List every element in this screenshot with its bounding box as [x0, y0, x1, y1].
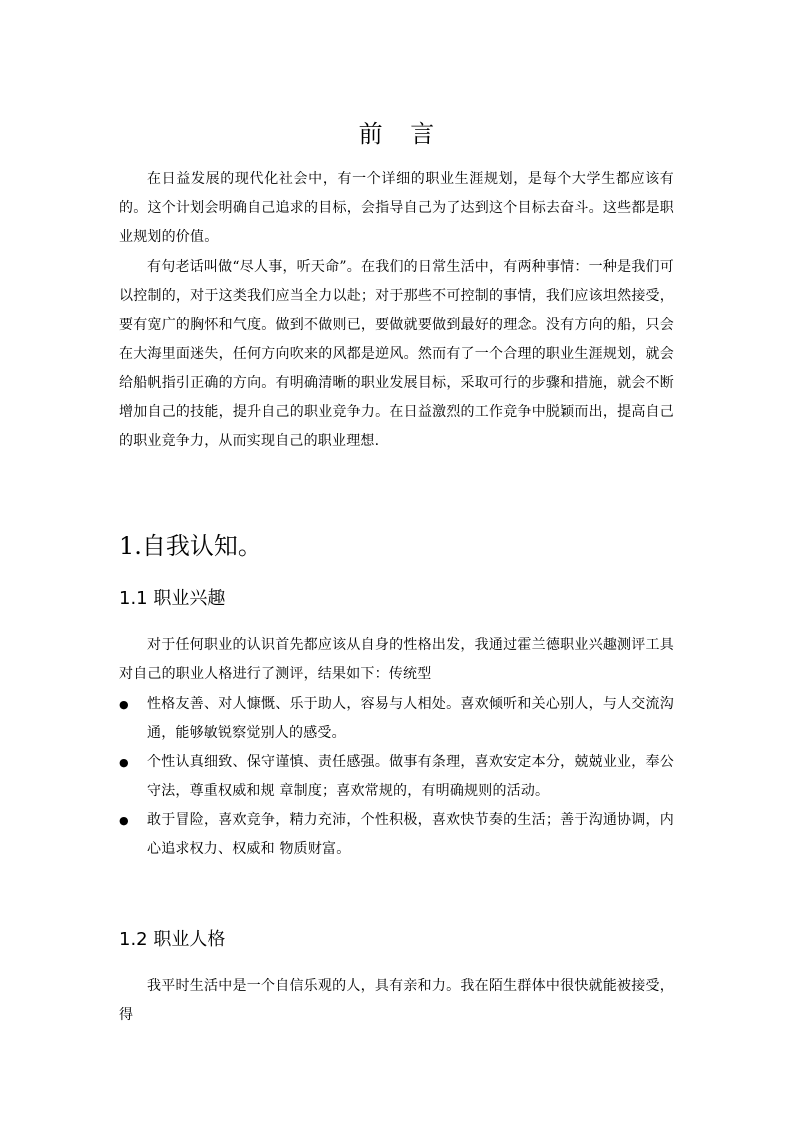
career-personality-intro: 我平时生活中是一个自信乐观的人，具有亲和力。我在陌生群体中很快就能被接受，得: [119, 978, 674, 1023]
preface-paragraph-1: 在日益发展的现代化社会中，有一个详细的职业生涯规划，是每个大学生都应该有的。这个计划会明确自己追求的目标，会指导自己为了达到这个目标去奋斗。这些都是职业规划的价值。: [119, 171, 674, 245]
career-interest-intro: 对于任何职业的认识首先都应该从自身的性格出发，我通过霍兰德职业兴趣测评工具对自己的职业人格进行了测评，结果如下：传统型: [119, 637, 674, 682]
bullet-text: 个性认真细致、保守谨慎、责任感强。做事有条理，喜欢安定本分，兢兢业业，奉公守法，尊重权威和规 章制度；喜欢常规的，有明确规则的活动。: [147, 754, 674, 799]
list-item: [119, 748, 674, 806]
preface-title: 前 言: [358, 120, 445, 148]
list-item: [119, 806, 674, 864]
subsection-heading-career-interest: 1.1 职业兴趣: [119, 588, 226, 609]
subsection-heading-career-personality: 1.2 职业人格: [119, 929, 226, 950]
bullet-text: 性格友善、对人慷慨、乐于助人，容易与人相处。喜欢倾听和关心别人，与人交流沟通，能够敏锐察觉别人的感受。: [147, 696, 674, 741]
bullet-text: 敢于冒险，喜欢竞争，精力充沛，个性积极，喜欢快节奏的生活；善于沟通协调，内心追求权力、权威和 物质财富。: [147, 812, 674, 857]
bullet-icon: ●: [119, 698, 129, 711]
section-heading-self-awareness: 1.自我认知。: [119, 532, 262, 560]
bullet-icon: ●: [119, 756, 129, 769]
trait-bullet-list: [119, 690, 674, 864]
bullet-icon: ●: [119, 814, 129, 827]
preface-paragraph-2: 有句老话叫做“尽人事，听天命”。在我们的日常生活中，有两种事情：一种是我们可以控制的，对于这类我们应当全力以赴；对于那些不可控制的事情，我们应该坦然接受，要有宽广的胸怀和气度。做到不做则已，要做就要做到最好的理念。没有方向的船，只会在大海里面迷失，任何方向吹来的风都是逆风。然而有了一个合理的职业生涯规划，就会给船帆指引正确的方向。有明确清晰的职业发展目标，采取可行的步骤和措施，就会不断增加自己的技能，提升自己的职业竞争力。在日益激烈的工作竞争中脱颖而出，提高自己的职业竞争力，从而实现自己的职业理想.: [119, 259, 674, 449]
list-item: [119, 690, 674, 748]
